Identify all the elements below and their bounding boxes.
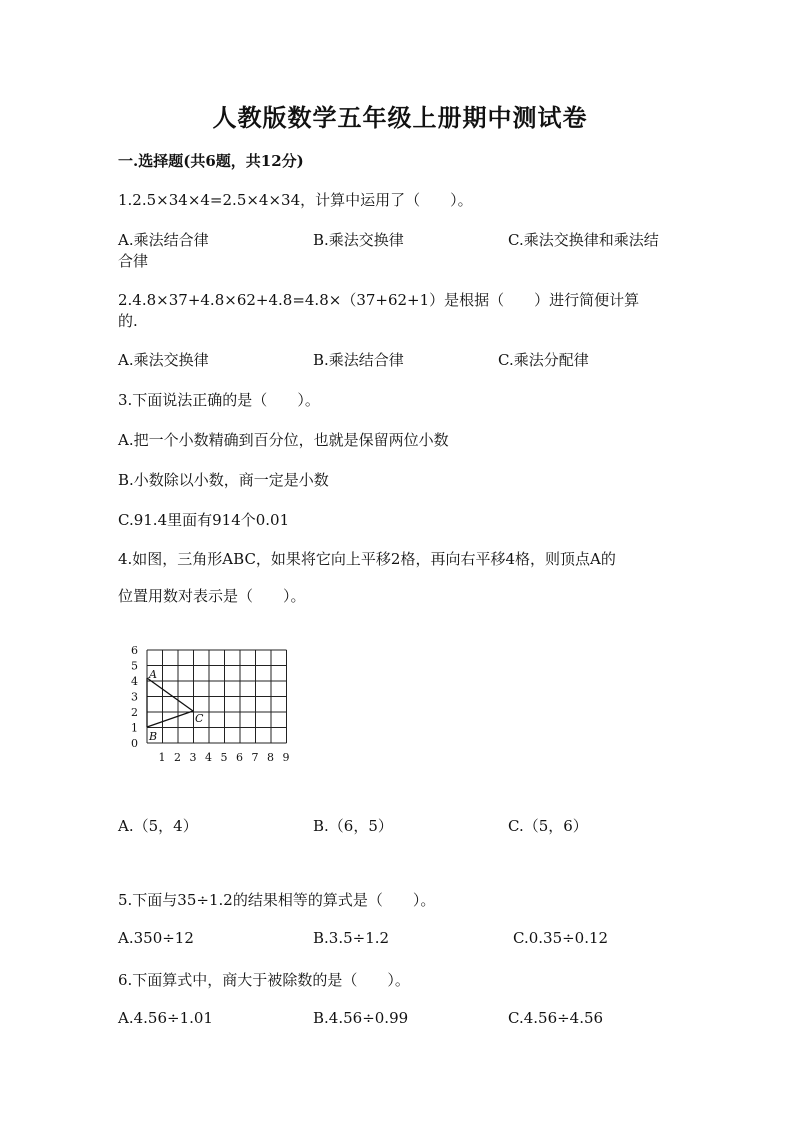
q1-option-b: B.乘法交换律 xyxy=(313,231,404,249)
q3-option-b: B.小数除以小数，商一定是小数 xyxy=(118,471,329,489)
y-tick-label: 6 xyxy=(131,644,138,657)
q6-option-c: C.4.56÷4.56 xyxy=(508,1009,604,1027)
q3-stem: 3.下面说法正确的是（ ）。 xyxy=(118,391,320,409)
x-tick-label: 8 xyxy=(267,751,274,764)
q6-option-b: B.4.56÷0.99 xyxy=(313,1009,409,1027)
triangle-edge-bc xyxy=(147,711,193,727)
q2-stem: 2.4.8×37+4.8×62+4.8=4.8×（37+62+1）是根据（ ）进行简便计算 xyxy=(118,291,640,309)
q1-option-c: C.乘法交换律和乘法结 xyxy=(508,231,659,249)
point-label-b: B xyxy=(149,730,158,743)
q2-option-b: B.乘法结合律 xyxy=(313,351,404,369)
page-title: 人教版数学五年级上册期中测试卷 xyxy=(212,103,588,132)
q4-option-b: B.（6，5） xyxy=(313,817,393,835)
point-label-a: A xyxy=(149,668,157,681)
q5-stem: 5.下面与35÷1.2的结果相等的算式是（ ）。 xyxy=(118,891,436,909)
y-tick-label: 1 xyxy=(131,721,138,735)
x-tick-label: 5 xyxy=(220,751,228,764)
q4-stem: 4.如图，三角形ABC，如果将它向上平移2格，再向右平移4格，则顶点A的 xyxy=(118,550,616,568)
y-tick-label: 5 xyxy=(131,659,138,673)
q5-option-c: C.0.35÷0.12 xyxy=(513,929,609,947)
y-tick-label: 3 xyxy=(131,690,138,704)
section-title: 一.选择题(共6题，共12分) xyxy=(118,152,304,170)
q2-option-c: C.乘法分配律 xyxy=(498,351,589,369)
q5-option-a: A.350÷12 xyxy=(118,929,194,947)
q1-option-c-continued: 合律 xyxy=(118,252,149,270)
grid-figure xyxy=(125,638,305,768)
q5-option-b: B.3.5÷1.2 xyxy=(313,929,390,947)
q6-stem: 6.下面算式中，商大于被除数的是（ ）。 xyxy=(118,971,410,989)
q2-stem-continued: 的. xyxy=(118,312,138,330)
q4-option-c: C.（5，6） xyxy=(508,817,588,835)
x-tick-label: 4 xyxy=(205,751,212,764)
x-tick-label: 9 xyxy=(282,751,290,764)
q4-stem-continued: 位置用数对表示是（ ）。 xyxy=(118,587,306,605)
y-tick-label: 2 xyxy=(131,706,138,719)
q6-option-a: A.4.56÷1.01 xyxy=(118,1009,213,1027)
x-tick-label: 1 xyxy=(158,751,166,764)
triangle-edge-ac xyxy=(147,678,193,711)
point-label-c: C xyxy=(195,712,204,725)
grid-lines xyxy=(147,650,287,743)
x-tick-label: 2 xyxy=(174,751,181,764)
y-tick-label: 0 xyxy=(131,737,138,750)
q1-option-a: A.乘法结合律 xyxy=(118,231,209,249)
x-tick-label: 6 xyxy=(236,751,243,764)
q2-option-a: A.乘法交换律 xyxy=(118,351,209,369)
x-tick-label: 3 xyxy=(189,751,197,764)
q1-stem: 1.2.5×34×4=2.5×4×34，计算中运用了（ ）。 xyxy=(118,191,473,209)
q3-option-a: A.把一个小数精确到百分位，也就是保留两位小数 xyxy=(118,431,449,449)
q4-option-a: A.（5，4） xyxy=(118,817,198,835)
y-tick-label: 4 xyxy=(131,675,138,688)
x-tick-label: 7 xyxy=(251,751,259,764)
q3-option-c: C.91.4里面有914个0.01 xyxy=(118,511,290,529)
triangle-abc xyxy=(147,678,193,727)
